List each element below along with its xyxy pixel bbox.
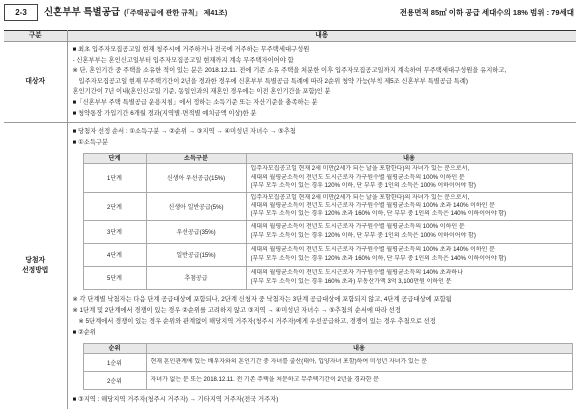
rank-heading: ■ ②순위	[72, 329, 96, 337]
income-heading: ■ ①소득구분	[72, 138, 109, 146]
rank-table	[83, 343, 573, 390]
income-criteria-line: 세대의 월평균소득이 전년도 도시근로자 가구원수별 월평균소득의 100% 초과 140% 이하인 분	[250, 247, 495, 254]
eligibility-line: ■ 청약통장 가입기간 6개월 경과(지역별·면적별 예치금액 이상)한 분	[72, 109, 257, 117]
income-criteria-line: (부부 모두 소득이 있는 경우 160% 초과) 부동산가액 3억 3,100만원 이하인 분	[250, 278, 452, 285]
eligibility-line: ■ 최초 입주자모집공고일 현재 청주시에 거주하거나 전국에 거주하는 무주택세대구성원	[72, 46, 310, 53]
income-type-cell: 추첨공급	[146, 266, 246, 289]
income-header-stage: 단계	[83, 154, 146, 164]
rank-criteria-cell	[146, 371, 572, 389]
income-stage-row	[83, 266, 572, 289]
eligibility-content	[67, 42, 576, 123]
eligibility-line: 입주자모집공고일 현재 무주택기간이 2년을 경과한 경우에 신혼부부 특별공급 특례에 따라 2순위 청약 가능(부칙 제5조 신혼부부 특별공급 특례)	[78, 77, 468, 85]
row-label-selection-line1: 당첨자	[25, 256, 46, 264]
income-stage-row	[83, 192, 572, 220]
income-criteria-line: 세대의 월평균소득이 전년도 도시근로자 가구원수별 월평균소득의 100% 이하인 분	[250, 224, 465, 231]
rank-row	[83, 371, 572, 389]
income-criteria-cell	[246, 164, 572, 192]
income-stage-cell: 4단계	[83, 243, 146, 266]
rank-criteria-cell	[146, 353, 572, 371]
rank-row	[83, 353, 572, 371]
rank-criteria-text: 자녀가 없는 분 또는 2018.12.11. 전 기존 주택을 처분하고 무주택기간이 2년을 경과한 분	[150, 376, 379, 383]
rank-header-rank: 순위	[83, 343, 146, 353]
eligibility-line: ※ 단, 혼인기간 중 주택을 소유한 적이 있는 분은 2018.12.11. 전에 기존 소유 주택을 처분한 이후 입주자모집공고일까지 계속하여 무주택세대구성원을 유지하고,	[72, 67, 507, 75]
section-number: 2-3	[4, 4, 38, 21]
region-criteria: ■ ③지역 : 해당지역 거주자(청주시 거주자) → 기타지역 거주자(전국 거주자)	[72, 395, 279, 403]
income-stage-row	[83, 220, 572, 243]
section-title-group	[44, 4, 227, 21]
rank-table-header-row	[83, 343, 572, 353]
column-header-content: 내용	[67, 31, 576, 42]
rank-criteria-text: 현재 혼인관계에 있는 배우자와의 혼인기간 중 자녀를 출산(태아, 입양자녀 포함)하여 미성년 자녀가 있는 분	[150, 358, 428, 365]
income-type-cell: 일반공급(15%)	[146, 243, 246, 266]
selection-note: ※ 각 단계별 낙첨자는 다음 단계 공급대상에 포함되나, 2단계 신청자 중 낙첨자는 3단계 공급대상에 포함되지 않고, 4단계 공급대상에 포함됨	[72, 295, 452, 303]
income-criteria-line: 세대의 월평균소득이 전년도 도시근로자 가구원수별 월평균소득의 140% 초과하나	[250, 270, 463, 277]
eligibility-line: - 신혼부부는 혼인신고일부터 입주자모집공고일 현재까지 계속 무주택자이어야 함	[72, 56, 294, 64]
rank-cell: 2순위	[83, 371, 146, 389]
selection-order: ■ 당첨자 선정 순서 : ①소득구분 → ②순위 → ③지역 → ④미성년 자녀수 → ⑤추첨	[72, 128, 296, 136]
income-stage-row	[83, 243, 572, 266]
income-table-header-row	[83, 154, 572, 164]
income-table	[83, 153, 573, 289]
selection-content	[67, 123, 576, 409]
column-header-category: 구분	[4, 31, 67, 42]
main-table	[4, 30, 576, 409]
income-stage-cell: 3단계	[83, 220, 146, 243]
selection-note: ※ 5단계에서 경쟁이 있는 경우 순위와 관계없이 해당지역 거주자(청주시 거주자)에게 우선공급하고, 경쟁이 있는 경우 추첨으로 선정	[78, 318, 436, 326]
section-title-reference: (「주택공급에 관한 규칙」 제41조)	[124, 10, 228, 17]
income-stage-row	[83, 164, 572, 192]
income-criteria-line: (부부 모두 소득이 있는 경우 120% 초과 160% 이하, 단 부부 중 1인의 소득은 140% 이하이어야 함)	[250, 211, 507, 218]
income-stage-cell: 5단계	[83, 266, 146, 289]
selection-row	[4, 123, 576, 409]
income-criteria-cell	[246, 220, 572, 243]
rank-header-content: 내용	[146, 343, 572, 353]
main-table-header-row	[4, 31, 576, 42]
income-criteria-cell	[246, 243, 572, 266]
income-criteria-line: (부부 모두 소득이 있는 경우 120% 이하, 단 부부 중 1인의 소득은 100% 이하이어야 함)	[250, 183, 476, 190]
income-header-content: 내용	[246, 154, 572, 164]
eligibility-line: 혼인기간이 7년 이내(혼인신고일 기준, 동일인과의 재혼인 경우에는 이전 혼인기간을 포함)인 분	[72, 88, 331, 96]
income-criteria-line: 세대의 월평균소득이 전년도 도시근로자 가구원수별 월평균소득의 100% 이하인 분	[250, 174, 465, 181]
income-criteria-line: (부부 모두 소득이 있는 경우 120% 이하, 단 부부 중 1인의 소득은 100% 이하이어야 함)	[250, 232, 476, 239]
rank-cell: 1순위	[83, 353, 146, 371]
row-label-eligibility: 대상자	[4, 42, 67, 123]
income-criteria-line: (부부 모두 소득이 있는 경우 120% 초과 160% 이하, 단 부부 중 1인의 소득은 140% 이하이어야 함)	[250, 255, 507, 262]
income-criteria-line: 세대의 월평균소득이 전년도 도시근로자 가구원수별 월평균소득의 100% 초과 140% 이하인 분	[250, 202, 495, 209]
row-label-selection-line2: 선정방법	[22, 266, 49, 274]
supply-info: 전용면적 85㎡ 이하 공급 세대수의 18% 범위 : 79세대	[399, 8, 574, 17]
eligibility-line: ■「신혼부부 주택 특별공급 운용지침」에서 정하는 소득기준 또는 자산기준을 충족하는 분	[72, 98, 318, 106]
income-type-cell: 신생아 우선공급(15%)	[146, 164, 246, 192]
income-criteria-cell	[246, 192, 572, 220]
eligibility-row	[4, 42, 576, 123]
row-label-selection	[4, 123, 67, 409]
income-criteria-line: 입주자모집공고일 현재 2세 미만(2세가 되는 날을 포함한다)의 자녀가 있는 분으로서,	[250, 194, 470, 201]
income-criteria-line: 입주자모집공고일 현재 2세 미만(2세가 되는 날을 포함한다)의 자녀가 있는 분으로서,	[250, 166, 470, 173]
income-header-type: 소득구분	[146, 154, 246, 164]
income-stage-cell: 2단계	[83, 192, 146, 220]
income-type-cell: 우선공급(35%)	[146, 220, 246, 243]
selection-note: ※ 1단계 및 2단계에서 경쟁이 있는 경우 ②순위를 고려하지 않고 ③지역 → ④미성년 자녀수 → ⑤추첨의 순서에 따라 선정	[72, 306, 401, 314]
income-stage-cell: 1단계	[83, 164, 146, 192]
income-criteria-cell	[246, 266, 572, 289]
income-type-cell: 신생아 일반공급(5%)	[146, 192, 246, 220]
section-title: 신혼부부 특별공급	[44, 7, 121, 18]
section-header	[4, 4, 576, 21]
